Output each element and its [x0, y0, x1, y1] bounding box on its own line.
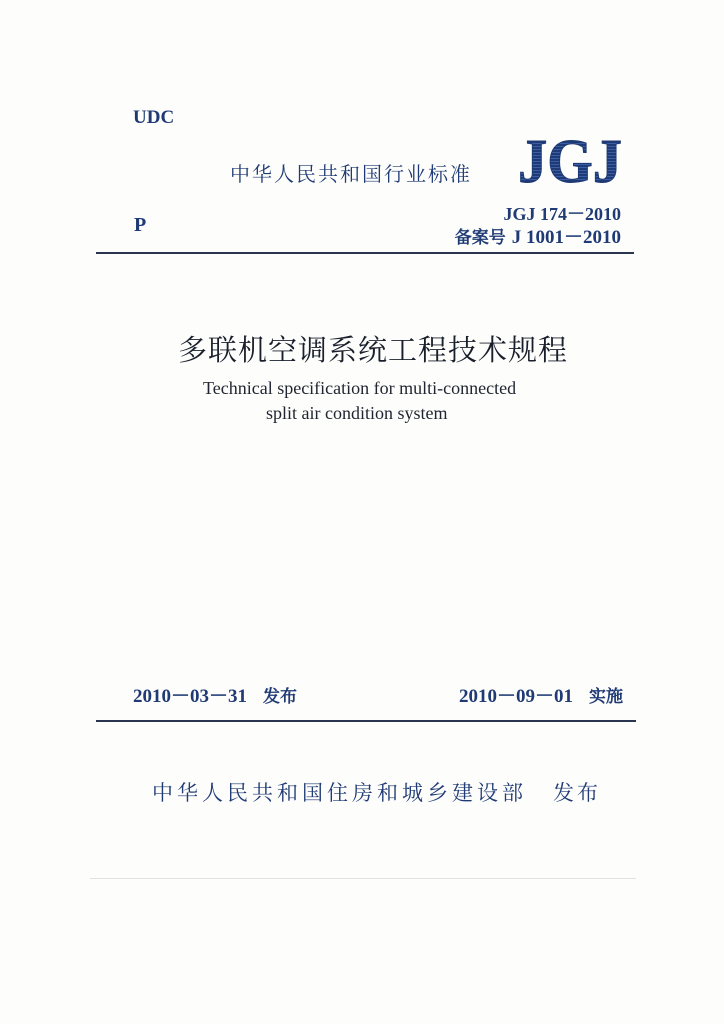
publisher-name: 中华人民共和国住房和城乡建设部 — [152, 781, 527, 805]
category-letter: P — [134, 214, 147, 236]
title-english-line-2: split air condition system — [266, 403, 448, 423]
jgj-logo — [517, 128, 623, 186]
implement-date: 2010－09－01 — [458, 686, 573, 707]
issue-date: 2010－03－31 — [133, 686, 248, 707]
top-rule — [96, 252, 634, 254]
title-chinese: 多联机空调系统工程技术规程 — [178, 333, 569, 367]
issue-word: 发布 — [263, 687, 298, 707]
record-number: J 1001－2010 — [511, 227, 621, 248]
title-english-line-1: Technical specification for multi-connected — [203, 378, 517, 398]
logo-text: JGJ — [518, 128, 622, 186]
bottom-rule — [96, 720, 636, 722]
implement-word: 实施 — [589, 687, 623, 707]
record-number-line — [455, 222, 621, 249]
industry-standard-title: 中华人民共和国行业标准 — [230, 162, 472, 186]
record-label: 备案号 — [454, 228, 506, 248]
issue-date-line — [133, 681, 297, 708]
scan-edge-line — [90, 878, 636, 879]
udc-label: UDC — [133, 107, 175, 128]
standard-number: JGJ 174－2010 — [503, 204, 621, 224]
implement-date-line — [459, 681, 623, 708]
publisher-word: 发布 — [553, 781, 601, 805]
